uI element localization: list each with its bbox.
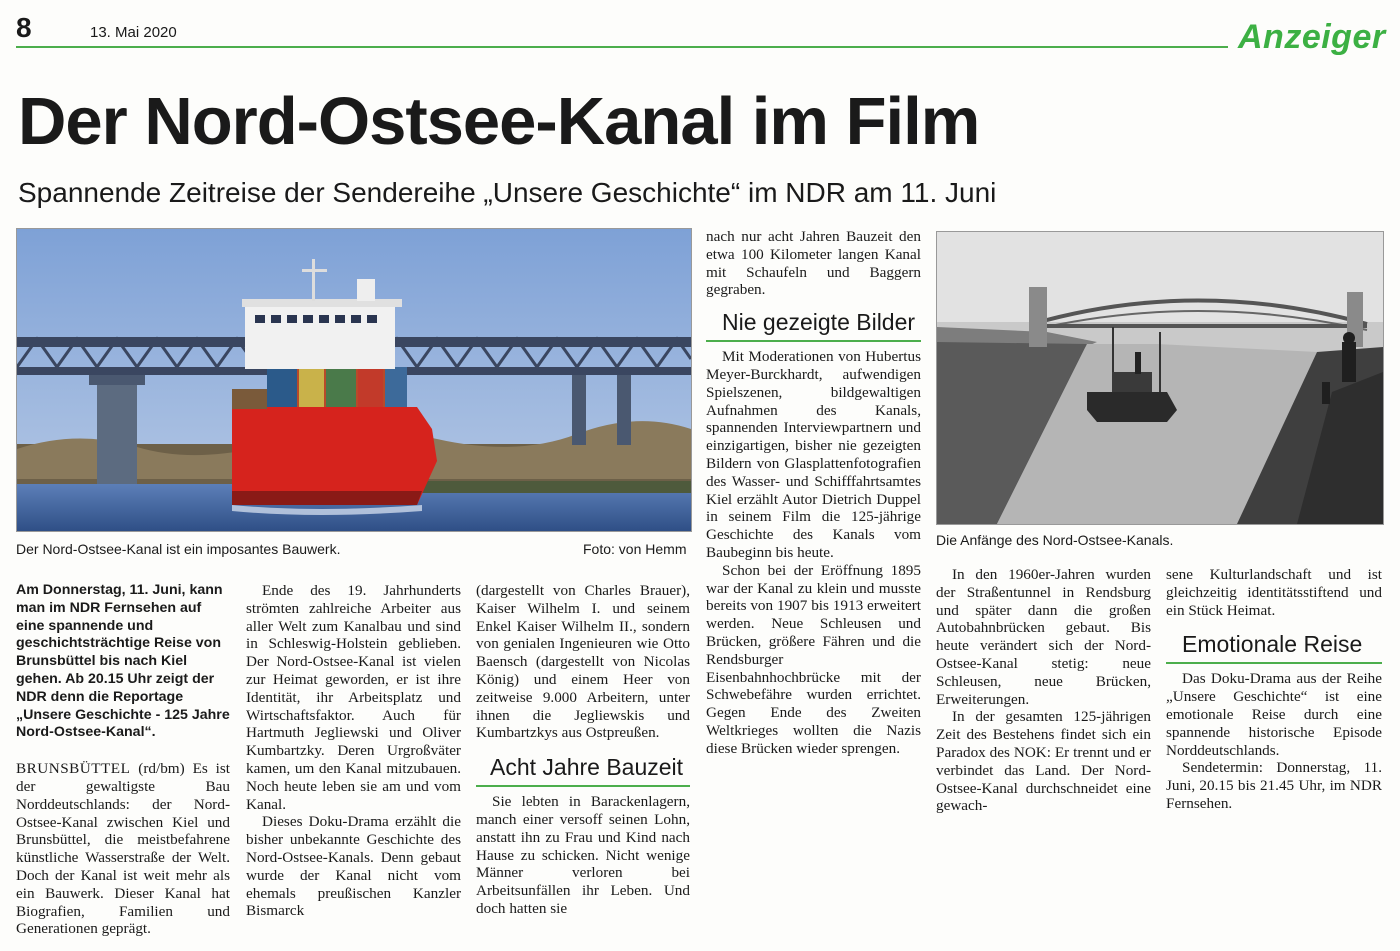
heading-acht-jahre: Acht Jahre Bauzeit [476,754,690,787]
article-headline: Der Nord-Ostsee-Kanal im Film [18,84,980,159]
article-paragraph-9: Das Doku-Drama aus der Reihe „Unsere Geschichte“ ist eine emotionale Reise durch eine spannende historische Episode Norddeutschlands. [1166,670,1382,759]
dateline: BRUNSBÜTTEL [16,760,131,778]
photo1-caption: Der Nord-Ostsee-Kanal ist ein imposantes Bauwerk. [16,541,341,557]
ship-illustration [17,229,691,531]
photo2-caption: Die Anfänge des Nord-Ostsee-Kanals. [936,532,1174,548]
column-6 [1166,566,1382,813]
heading-emotionale-reise: Emotionale Reise [1166,631,1382,664]
article-paragraph-7: In den 1960er-Jahren wurden der Straßentunnel in Rendsburg und später dann die großen Autobahnbrücken gebaut. Bis heute verändert sich der Nord-Ostsee-Kanal stetig: neue Schleusen, neue Brücken, Erweiterungen. [936,566,1151,708]
article-paragraph-5: Mit Moderationen von Hubertus Meyer-Burckhardt, aufwendigen Spielszenen, bildgewaltigen Aufnahmen des Kanals, spannenden Interviewpartnern und einzigartigen, bisher nie gezeigten Bildern von Glasplattenfotografien des Wasser- und Schifffahrtsamtes Kiel erzählt Autor Dietrich Duppel in seinem Film die 125-jährige Geschichte des Kanals vom Baubeginn bis heute. [706,348,921,561]
column-5 [936,566,1151,815]
byline: (rd/bm) [138,760,185,778]
photo1-credit: Foto: von Hemm [583,541,687,557]
page-number: 8 [16,12,32,43]
article-lead: Am Donnerstag, 11. Juni, kann man im NDR Fernsehen auf eine spannende und geschichtsträchtige Reise von Brunsbüttel bis nach Kiel gehen. Ab 20.15 Uhr zeigt der NDR denn die Reportage „Unsere Geschichte - 125 Jahre Nord-Ostsee-Kanal“. [16,582,230,741]
heading-nie-gezeigt: Nie gezeigte Bilder [706,309,921,342]
masthead-rule [16,46,1228,48]
article-paragraph-4: Sie lebten in Barackenlagern, manch einer versoff seinen Lohn, anstatt ihn zu Frau und Kind nach Hause zu schicken. Nicht wenige Männer verloren bei Arbeitsunfällen ihr Leben. Und doch hatten sie [476,793,690,917]
column-2 [246,582,461,920]
article-paragraph-4-cont: nach nur acht Jahren Bauzeit den etwa 100 Kilometer langen Kanal mit Schaufeln und Baggern gegraben. [706,228,921,299]
paragraph-1-text: Es ist der gewaltigste Bau Norddeutschlands: der Nord-Ostsee-Kanal zwischen Kiel und Brunsbüttel, die meistbefahrene künstliche Wasserstraße der Welt. Doch der Kanal ist weit mehr als ein Bauwerk. Dieser Kanal hat Biografien, Familien und Generationen geprägt. [16,760,231,938]
ship-photo [16,228,692,532]
newspaper-name: Anzeiger [1238,18,1386,56]
column-3 [476,582,690,918]
issue-date: 13. Mai 2020 [90,24,177,41]
column-4 [706,228,921,758]
article-paragraph-6: Schon bei der Eröffnung 1895 war der Kanal zu klein und musste bereits von 1907 bis 1913 erweitert werden. Neue Schleusen und Brücken, größere Fähren und die Rendsburger Eisenbahnhochbrücke mit der Schwebefähre wurden errichtet. Gegen Ende des Zweiten Weltkrieges wollten die Nazis diese Brücken wieder sprengen. [706,561,921,757]
historic-canal-illustration [937,232,1383,524]
article-paragraph-10: Sendetermin: Donnerstag, 11. Juni, 20.15 bis 21.45 Uhr, im NDR Fernsehen. [1166,759,1382,812]
article-subheadline: Spannende Zeitreise der Sendereihe „Unsere Geschichte“ im NDR am 11. Juni [18,177,997,208]
article-paragraph-3-cont: (dargestellt von Charles Brauer), Kaiser Wilhelm I. und seinem Enkel Kaiser Wilhelm II., sondern von genialen Ingenieuren wie Otto Baensch (dargestellt von Nicolas König) und einem Heer von zeitweise 9.000 Arbeitern, unter ihnen die Jegliewskis und Kumbartzkys aus Ostpreußen. [476,582,690,742]
article-paragraph-8: In der gesamten 125-jährigen Zeit des Bestehens findet sich ein Paradox des NOK: Er trennt und er verbindet das Land. Der Nord-Ostsee-Kanal durchschneidet eine gewach- [936,708,1151,815]
historic-canal-photo [936,231,1384,525]
article-paragraph-1 [16,760,230,938]
article-paragraph-3: Dieses Doku-Drama erzählt die bisher unbekannte Geschichte des Nord-Ostsee-Kanals. Denn gebaut wurde der Kanal nicht vom ehemals preußischen Kanzler Bismarck [246,813,461,920]
column-1 [16,582,230,938]
article-paragraph-8-cont: sene Kulturlandschaft und ist gleichzeitig identitätsstiftend und ein Stück Heimat. [1166,566,1382,619]
article-paragraph-2: Ende des 19. Jahrhunderts strömten zahlreiche Arbeiter aus aller Welt zum Kanalbau und sind in Schleswig-Holstein geblieben. Der Nord-Ostsee-Kanal ist vielen zur Heimat geworden, er ist ihre Identität, ihr Arbeitsplatz und Wirtschaftsfaktor. Auch für Hartmuth Jegliewski und Oliver Kumbartzky. Deren Urgroßväter kamen, um den Kanal mitzubauen. Noch heute leben sie am und vom Kanal. [246,582,461,813]
